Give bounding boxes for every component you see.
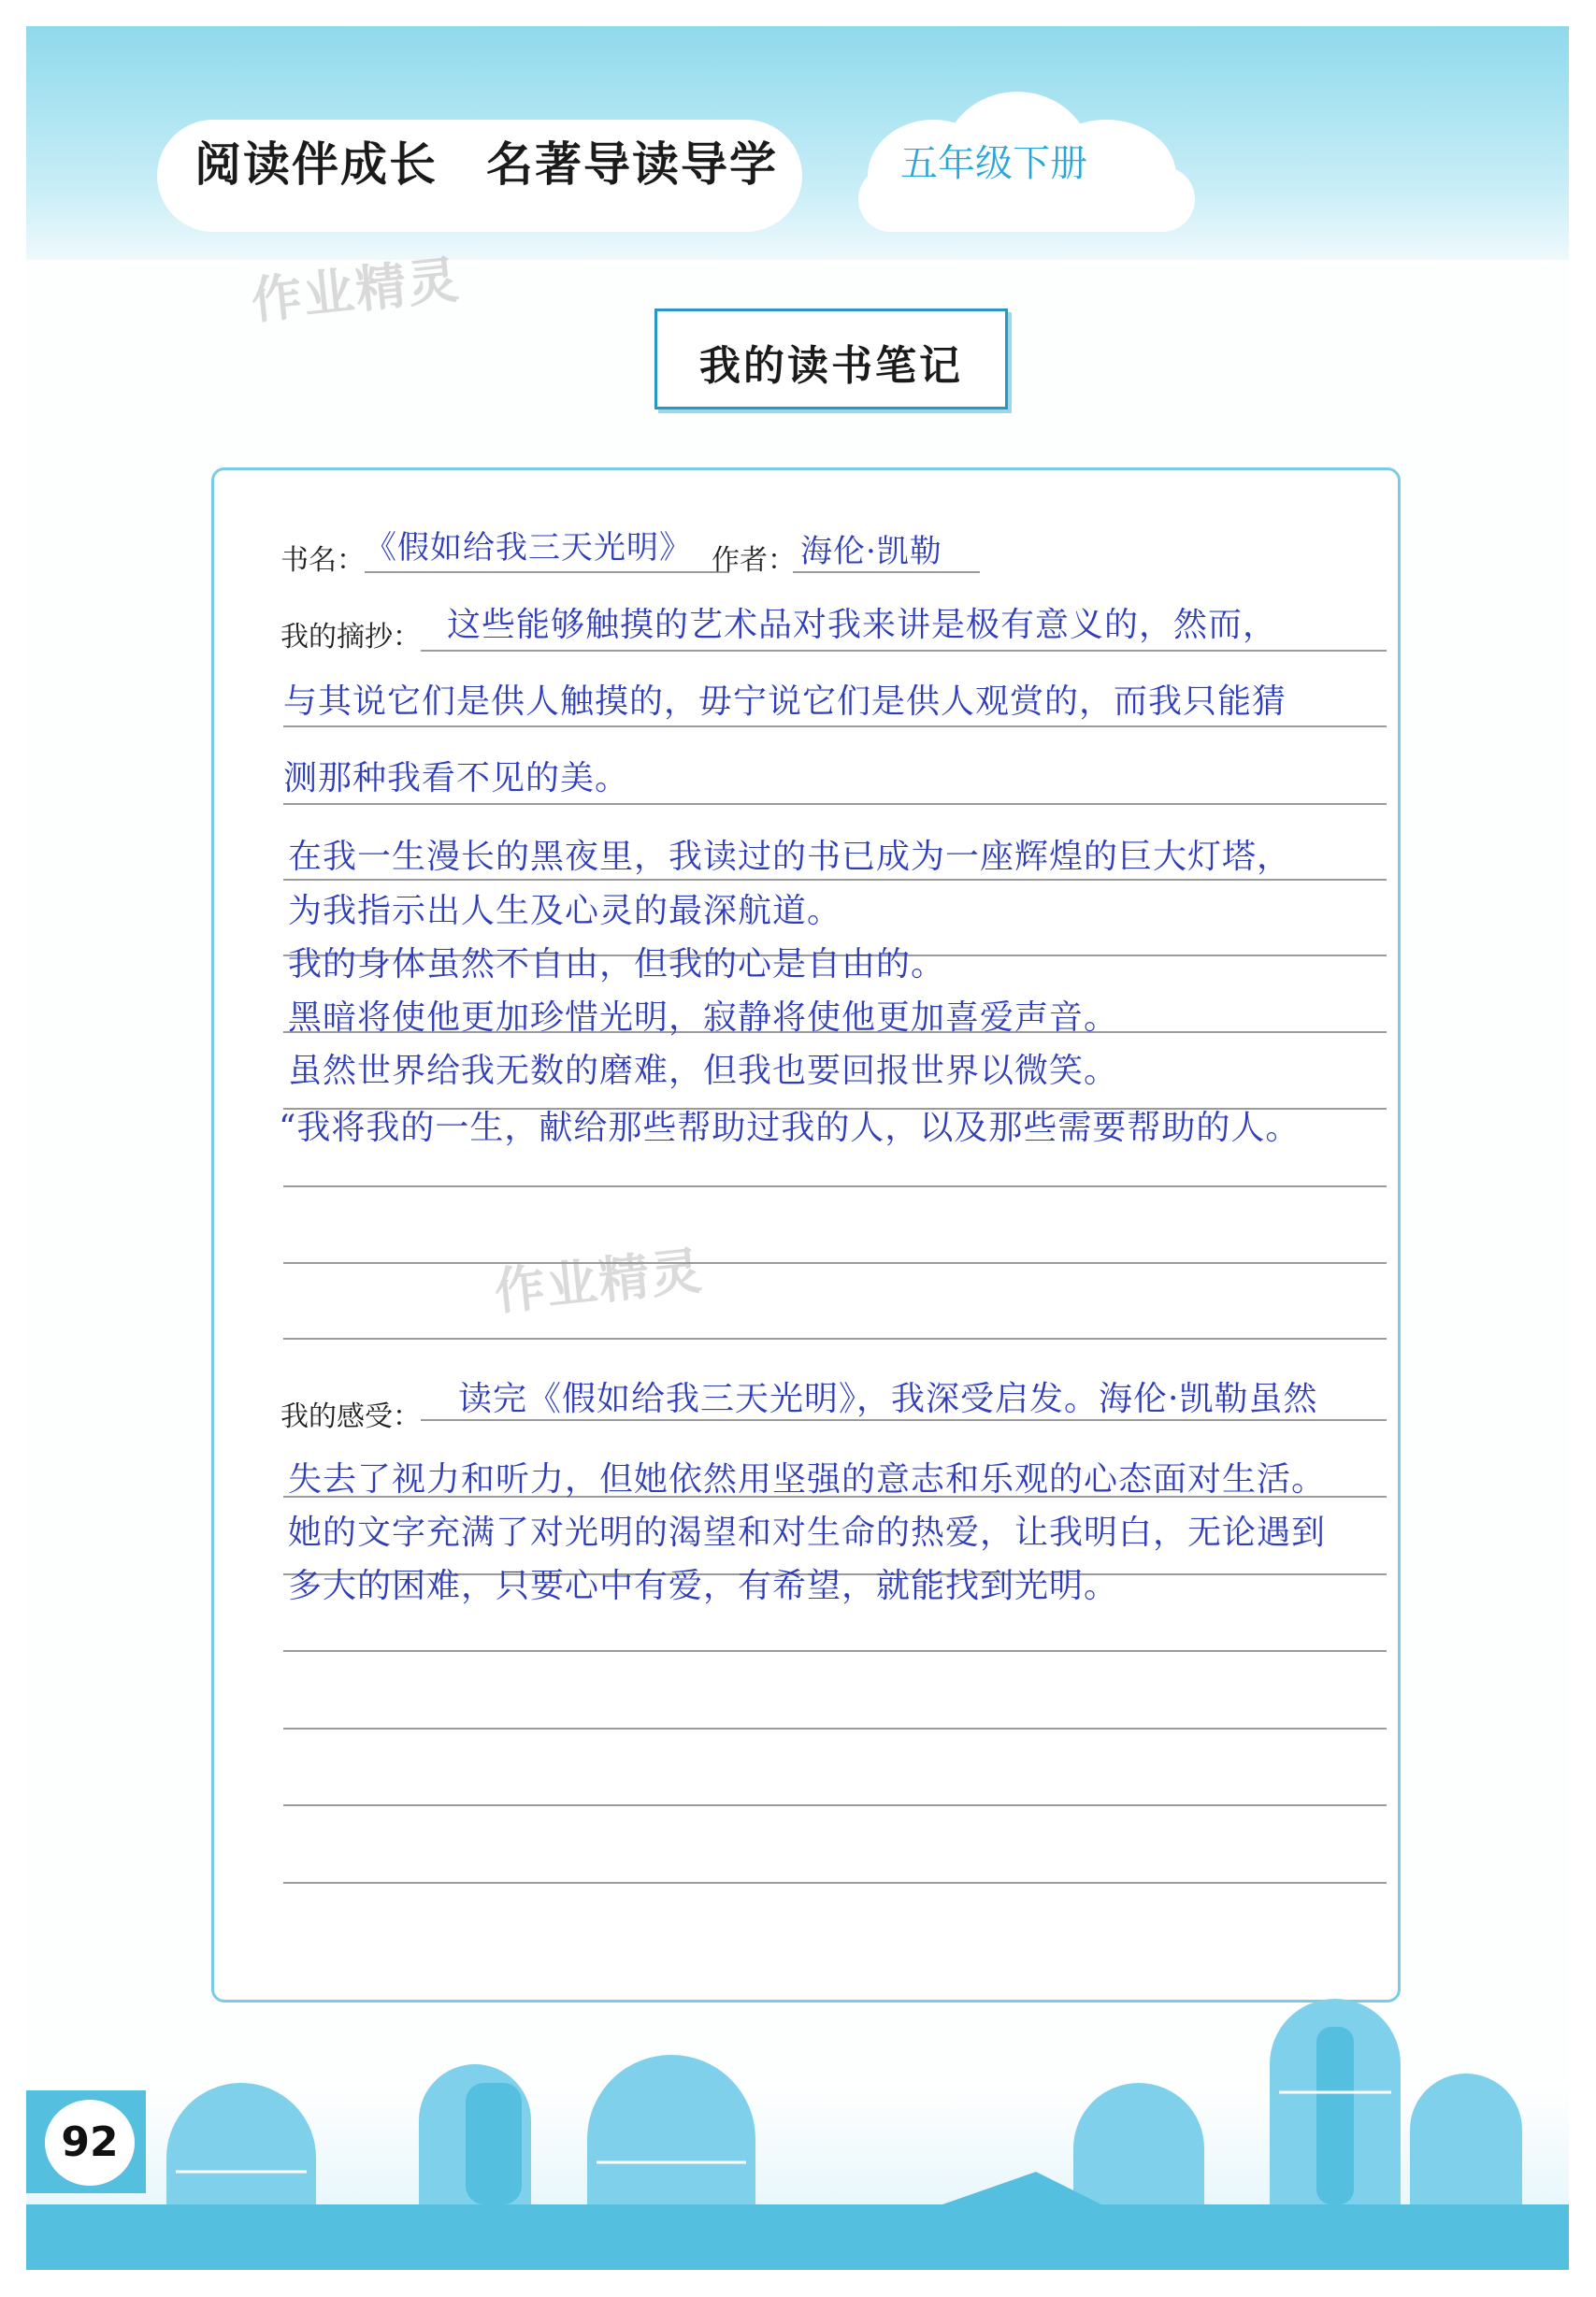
footer-illustration <box>26 1971 1569 2214</box>
writing-rule <box>283 1185 1387 1187</box>
excerpt-line: 与其说它们是供人触摸的，毋宁说它们是供人观赏的，而我只能猜 <box>283 682 1287 721</box>
book-label: 书名： <box>280 544 365 577</box>
writing-rule <box>283 725 1387 727</box>
excerpt-line: 测那种我看不见的美。 <box>283 759 630 797</box>
excerpt-line: 我的身体虽然不自由，但我的心是自由的。 <box>288 945 946 983</box>
writing-rule <box>283 1882 1387 1884</box>
excerpt-line: 这些能够触摸的艺术品对我来讲是极有意义的，然而， <box>447 606 1278 644</box>
writing-rule <box>283 1650 1387 1652</box>
header-title: 阅读伴成长 名著导读导学 <box>194 137 778 192</box>
footer-band <box>26 2204 1569 2270</box>
book-title-handwritten: 《假如给我三天光明》 <box>365 529 692 567</box>
writing-rule <box>283 879 1387 881</box>
feeling-label: 我的感受： <box>280 1400 421 1433</box>
grade-label: 五年级下册 <box>900 142 1087 185</box>
feeling-line: 她的文字充满了对光明的渴望和对生命的热爱，让我明白，无论遇到 <box>288 1514 1327 1552</box>
book-rule <box>365 571 729 573</box>
feeling-line: 多大的困难，只要心中有爱，有希望，就能找到光明。 <box>288 1567 1119 1605</box>
page-number: 92 <box>61 2118 119 2166</box>
writing-rule <box>283 1804 1387 1806</box>
author-handwritten: 海伦·凯勒 <box>800 533 942 570</box>
excerpt-line: 虽然世界给我无数的磨难，但我也要回报世界以微笑。 <box>288 1052 1119 1090</box>
workbook-page <box>26 26 1569 2270</box>
writing-rule <box>283 803 1387 805</box>
feeling-line: 失去了视力和听力，但她依然用坚强的意志和乐观的心态面对生活。 <box>288 1460 1327 1499</box>
feeling-line: 读完《假如给我三天光明》，我深受启发。海伦·凯勒虽然 <box>458 1380 1318 1418</box>
watermark: 作业精灵 <box>248 250 464 331</box>
excerpt-line: “我将我的一生，献给那些帮助过我的人，以及那些需要帮助的人。 <box>279 1109 1301 1147</box>
watermark: 作业精灵 <box>491 1241 707 1322</box>
writing-rule <box>283 1338 1387 1340</box>
excerpt-line: 黑暗将使他更加珍惜光明，寂静将使他更加喜爱声音。 <box>288 998 1119 1037</box>
writing-rule <box>283 1262 1387 1264</box>
notes-title-box <box>654 309 1008 409</box>
writing-rule <box>421 650 1387 652</box>
writing-rule <box>283 1728 1387 1730</box>
excerpt-line: 为我指示出人生及心灵的最深航道。 <box>288 892 842 930</box>
excerpt-label: 我的摘抄： <box>280 621 421 653</box>
excerpt-line: 在我一生漫长的黑夜里，我读过的书已成为一座辉煌的巨大灯塔， <box>288 838 1292 876</box>
author-label: 作者： <box>712 544 796 577</box>
author-rule <box>793 571 980 573</box>
notes-title: 我的读书笔记 <box>699 342 963 390</box>
